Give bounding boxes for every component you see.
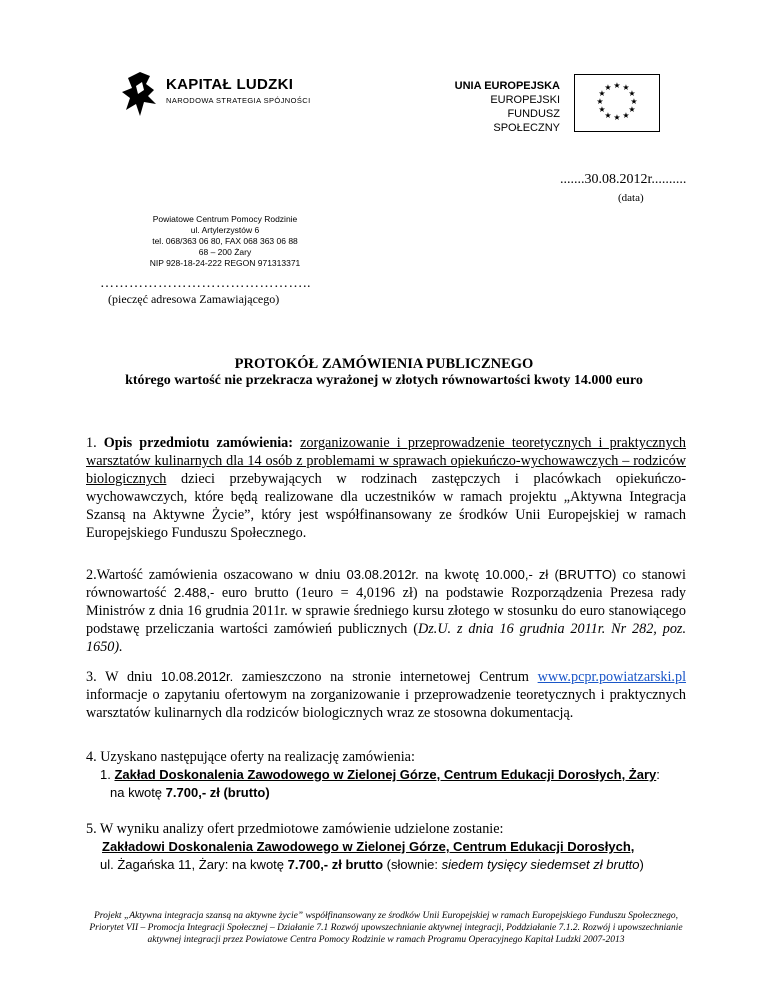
- svg-text:★: ★: [628, 105, 636, 114]
- svg-text:★: ★: [630, 97, 638, 106]
- s2-text: 2.Wartość zamówienia oszacowano w dniu: [86, 567, 341, 583]
- s2-date: 03.08.2012r.: [346, 567, 419, 582]
- s1-subject: zorganizowanie i przeprowadzenie teoretycznych i praktycznych warsztatów kulinarnych dla 14 osób z problemami w sprawach opiekuńczo-wychowawczych – rodziców biologicznych: [86, 435, 687, 487]
- svg-text:★: ★: [604, 111, 612, 120]
- stamp-line: tel. 068/363 06 80, FAX 068 363 06 88: [152, 236, 298, 246]
- svg-text:★: ★: [613, 113, 621, 122]
- s5-address: ul. Żagańska 11, Żary: na kwotę: [100, 857, 285, 872]
- svg-text:★: ★: [628, 89, 636, 98]
- s5-intro: 5. W wyniku analizy ofert przedmiotowe zamówienie udzielone zostanie:: [86, 821, 504, 837]
- date-caption: (data): [618, 192, 644, 204]
- svg-text:★: ★: [613, 81, 621, 90]
- address-stamp: [110, 214, 340, 269]
- kapital-ludzki-logo-icon: [120, 70, 160, 120]
- s3-date: 10.08.2012r.: [160, 669, 234, 684]
- svg-text:★: ★: [622, 83, 630, 92]
- section-1: [86, 434, 686, 542]
- footer-note: Projekt „Aktywna integracja szansą na aktywne życie” współfinansowany ze środków Unii Europejskiej w ramach Europejskiego Funduszu Społecznego, Priorytet VII – Promocja Integracji Społecznej – Działanie 7.1 Rozwój upowszechnianie aktywnej integracji, Poddziałanie 7.1.2. Rozwój i upowszechnianie aktywnej integracji przez Powiatowe Centra Pomocy Rodzinie w ramach Programu Operacyjnego Kapitał Ludzki 2007-2013: [89, 911, 683, 945]
- eu-line-1: UNIA EUROPEJSKA: [454, 80, 560, 92]
- section-5: [86, 820, 686, 874]
- s4-offer-number: 1.: [100, 767, 111, 782]
- s4-colon: :: [656, 767, 660, 782]
- eu-line-2: EUROPEJSKI: [490, 94, 560, 106]
- s2-text: co stanowi równowartość: [86, 567, 686, 601]
- s5-amount: 7.700,- zł brutto: [287, 857, 384, 872]
- s1-rest: dzieci przebywających w rodzinach zastępczych i placówkach opiekuńczo-wychowawczych, które będą realizowane dla uczestników w ramach projektu „Aktywna Integracja Szansą na Aktywne Życie”, który jest współfinansowany ze środków Unii Europejskiej w ramach Europejskiego Funduszu Społecznego.: [86, 471, 686, 541]
- eu-fund-text: [440, 79, 560, 135]
- stamp-caption: (pieczęć adresowa Zamawiającego): [108, 292, 280, 306]
- kapital-ludzki-title: KAPITAŁ LUDZKI: [166, 76, 294, 93]
- eu-flag-icon: [574, 74, 660, 132]
- svg-text:★: ★: [598, 89, 606, 98]
- stamp-line: Powiatowe Centrum Pomocy Rodzinie: [152, 214, 298, 224]
- document-title: PROTOKÓŁ ZAMÓWIENIA PUBLICZNEGO: [234, 356, 534, 372]
- s1-number: 1.: [86, 435, 97, 451]
- eu-line-3: FUNDUSZ SPOŁECZNY: [493, 108, 560, 134]
- s5-amount-words: siedem tysięcy siedemset zł brutto: [441, 857, 640, 872]
- s5-words-open: (słownie:: [386, 857, 438, 872]
- website-link[interactable]: www.pcpr.powiatzarski.pl: [537, 669, 687, 685]
- s2-text: na kwotę: [424, 567, 479, 583]
- section-2: [86, 566, 686, 656]
- document-date: .......30.08.2012r..........: [560, 172, 687, 187]
- section-4: [86, 748, 686, 802]
- stamp-dotted-line: ……………………………………..: [100, 276, 311, 291]
- s3-text: informacje o zapytaniu ofertowym na zorganizowanie i przeprowadzenie teoretycznych i praktycznych warsztatów kulinarnych dla rodziców biologicznych wraz ze stosowna dokumentacją.: [86, 687, 686, 721]
- s4-intro: 4. Uzyskano następujące oferty na realizację zamówienia:: [86, 749, 415, 765]
- stamp-line: 68 – 200 Żary: [198, 247, 252, 257]
- svg-text:★: ★: [596, 97, 604, 106]
- s4-offer-amount: 7.700,- zł (brutto): [165, 785, 270, 800]
- s4-offer-name: Zakład Doskonalenia Zawodowego w Zielonej Górze, Centrum Edukacji Dorosłych, Żary: [114, 767, 657, 782]
- svg-text:★: ★: [622, 111, 630, 120]
- s3-text: 3. W dniu: [86, 669, 153, 685]
- s1-label: Opis przedmiotu zamówienia:: [103, 435, 293, 451]
- svg-text:★: ★: [598, 105, 606, 114]
- s4-amount-label: na kwotę: [110, 785, 163, 800]
- stamp-line: ul. Artylerzystów 6: [190, 225, 260, 235]
- svg-text:★: ★: [604, 83, 612, 92]
- stamp-line: NIP 928-18-24-222 REGON 971313371: [149, 258, 301, 268]
- kapital-ludzki-subtitle: NARODOWA STRATEGIA SPÓJNOŚCI: [166, 96, 311, 105]
- s2-euro: 2.488,-: [173, 585, 215, 600]
- s2-text: euro brutto (1euro = 4,0196 zł) na podstawie Rozporządzenia Prezesa rady Ministrów z dnia 16 grudnia 2011r. w sprawie średniego kursu złotego w stosunku do euro stanowiącego podstawę przeliczania wartości zamówień publicznych (: [86, 585, 687, 637]
- s2-legal-ref: Dz.U. z dnia 16 grudnia 2011r. Nr 282, poz. 1650).: [86, 621, 686, 655]
- document-subtitle: którego wartość nie przekracza wyrażonej w złotych równowartości kwoty 14.000 euro: [125, 373, 643, 388]
- s5-winner: Zakładowi Doskonalenia Zawodowego w Zielonej Górze, Centrum Edukacji Dorosłych,: [102, 839, 635, 854]
- s5-words-close: ): [639, 857, 644, 872]
- s3-text: zamieszczono na stronie internetowej Centrum: [241, 669, 529, 685]
- s2-amount: 10.000,- zł (BRUTTO): [485, 567, 617, 582]
- section-3: [86, 668, 686, 722]
